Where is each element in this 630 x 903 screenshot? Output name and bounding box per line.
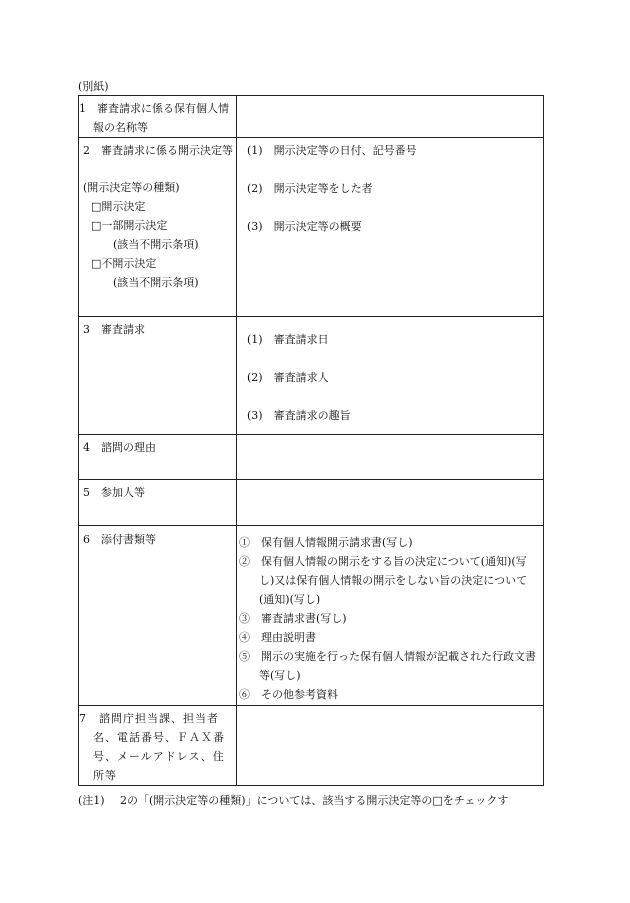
row-3-item-2: (2) 審査請求人 (247, 371, 329, 384)
table-row-5 (79, 480, 544, 526)
row-4-content-cell (237, 435, 544, 480)
row-7-label: 7 諮問庁担当課、担当者名、電話番号、ＦＡＸ番号、メールアドレス、住所等 (79, 712, 225, 782)
footnote-text: 2の「(開示決定等の種類)」については、該当する開示決定等の□をチェックす (120, 794, 509, 807)
row-5-label: 5 参加人等 (83, 486, 145, 499)
row-2-label-cell (79, 138, 237, 317)
row-7-label-cell (79, 706, 237, 786)
table-row-3 (79, 317, 544, 435)
attachment-item-4: ④ 理由説明書 (239, 631, 316, 644)
row-3-label: 3 審査請求 (83, 323, 145, 336)
row-3-item-1: (1) 審査請求日 (247, 333, 329, 346)
row-5-label-cell (79, 480, 237, 526)
row-4-label-cell (79, 435, 237, 480)
row-1-label: 1 審査請求に係る保有個人情報の名称等 (79, 102, 229, 134)
table-row-1 (79, 96, 544, 138)
attachment-item-5: ⑤ 開示の実施を行った保有個人情報が記載された行政文書等(写し) (239, 650, 536, 682)
row-2-item-3: (3) 開示決定等の概要 (247, 220, 362, 233)
option-partial-disclosure: □一部開示決定 (91, 219, 168, 232)
attachment-item-1: ① 保有個人情報開示請求書(写し) (239, 536, 413, 549)
option-disclosure: □開示決定 (91, 200, 146, 213)
inquiry-form-table (78, 95, 544, 786)
table-row-7 (79, 706, 544, 786)
table-row-6 (79, 526, 544, 706)
row-6-content-cell (237, 526, 544, 706)
attachment-item-6: ⑥ その他参考資料 (239, 688, 338, 701)
option-non-disclosure-note: (該当不開示条項) (113, 276, 199, 289)
row-2-item-1: (1) 開示決定等の日付、記号番号 (247, 144, 417, 157)
row-5-content-cell (237, 480, 544, 526)
option-partial-note: (該当不開示条項) (113, 238, 199, 251)
row-1-label-cell (79, 96, 237, 138)
attachment-label: (別紙) (78, 80, 109, 93)
row-3-label-cell (79, 317, 237, 435)
option-non-disclosure: □不開示決定 (91, 257, 157, 270)
row-2-content-cell (237, 138, 544, 317)
table-row-4 (79, 435, 544, 480)
row-3-content-cell (237, 317, 544, 435)
row-6-label: 6 添付書類等 (83, 533, 156, 546)
row-7-content-cell (237, 706, 544, 786)
attachment-item-3: ③ 審査請求書(写し) (239, 612, 347, 625)
footnote (78, 793, 508, 808)
row-4-label: 4 諮問の理由 (83, 441, 156, 454)
disclosure-kinds-heading: (開示決定等の種類) (83, 181, 180, 194)
row-3-item-3: (3) 審査請求の趣旨 (247, 409, 351, 422)
row-6-label-cell (79, 526, 237, 706)
table-row-2 (79, 138, 544, 317)
row-2-label: 2 審査請求に係る開示決定等 (83, 144, 233, 157)
row-1-content-cell (237, 96, 544, 138)
attachment-item-2: ② 保有個人情報の開示をする旨の決定について(通知)(写し)又は保有個人情報の開示をしない旨の決定について(通知)(写し) (239, 555, 528, 606)
footnote-label: (注1) (78, 794, 105, 807)
row-2-item-2: (2) 開示決定等をした者 (247, 182, 373, 195)
